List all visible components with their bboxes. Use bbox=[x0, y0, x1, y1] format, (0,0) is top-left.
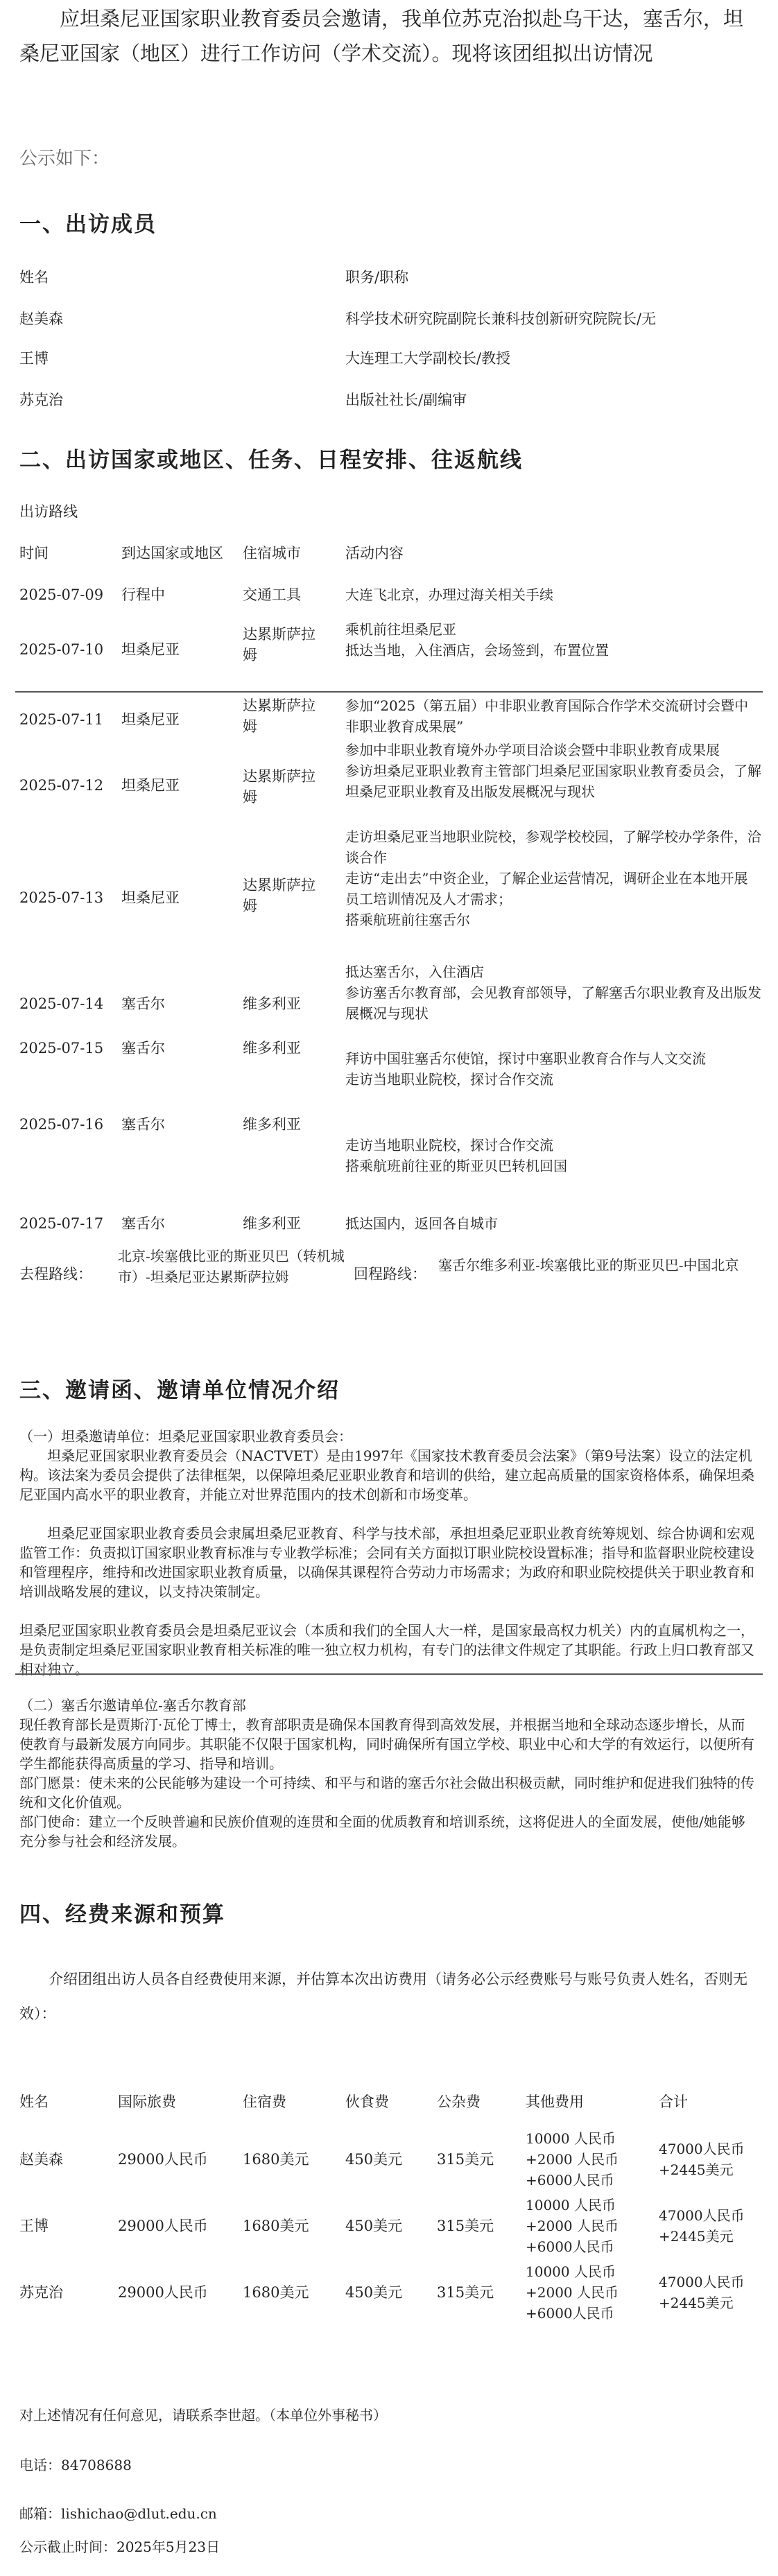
section-title-members: 一、出访成员 bbox=[19, 212, 157, 237]
section-title-itinerary: 二、出访国家或地区、任务、日程安排、往返航线 bbox=[19, 448, 523, 473]
budget-intl: 29000人民币 bbox=[118, 2151, 208, 2168]
budget-header-total: 合计 bbox=[659, 2094, 688, 2110]
budget-other: 10000 人民币 bbox=[526, 2197, 616, 2213]
budget-header-meals: 伙食费 bbox=[345, 2094, 389, 2110]
itinerary-place: 坦桑尼亚 bbox=[121, 777, 180, 794]
budget-total: +2445美元 bbox=[659, 2228, 734, 2245]
budget-meals: 450美元 bbox=[345, 2151, 403, 2168]
itinerary-city: 达累斯萨拉姆 bbox=[243, 877, 315, 914]
budget-total: +2445美元 bbox=[659, 2161, 734, 2178]
section-title-invitation: 三、邀请函、邀请单位情况介绍 bbox=[19, 1378, 340, 1403]
itinerary-header-place: 到达国家或地区 bbox=[121, 545, 223, 562]
itinerary-header-time: 时间 bbox=[19, 545, 49, 562]
itinerary-activity: 大连飞北京，办理过海关相关手续 bbox=[345, 586, 553, 603]
itinerary-time: 2025-07-13 bbox=[19, 889, 104, 906]
invitation-para: （一）坦桑邀请单位：坦桑尼亚国家职业教育委员会： bbox=[19, 1428, 352, 1445]
member-name: 赵美森 bbox=[19, 311, 63, 327]
invitation-para: （二）塞舌尔邀请单位-塞舌尔教育部 bbox=[19, 1697, 246, 1714]
itinerary-activity: 走访坦桑尼亚当地职业院校，参观学校校园，了解学校办学条件，洽谈合作 走访“走出去”中资企业，了解企业运营情况，调研企业在本地开展员工培训情况及人才需求； 搭乘航班前往塞舌尔 bbox=[345, 828, 761, 928]
itinerary-place: 塞舌尔 bbox=[121, 1040, 165, 1056]
contact-note: 对上述情况有任何意见，请联系李世超。（本单位外事秘书） bbox=[19, 2407, 387, 2423]
itinerary-activity: 乘机前往坦桑尼亚 抵达当地，入住酒店，会场签到，布置位置 bbox=[345, 621, 609, 659]
invitation-para: 坦桑尼亚国家职业教育委员会（NACTVET）是由1997年《国家技术教育委员会法案》（第9号法案）设立的法定机构。该法案为委员会提供了法律框架，以保障坦桑尼亚职业教育和培训的供给，建立起高质量的国家资格体系，确保坦桑尼亚国内高水平的职业教育，并能立对世界范围内的技术创新和市场变革。 bbox=[19, 1447, 754, 1503]
itinerary-city: 达累斯萨拉姆 bbox=[243, 697, 315, 735]
budget-header-lodging: 住宿费 bbox=[243, 2094, 286, 2110]
itinerary-place: 坦桑尼亚 bbox=[121, 711, 180, 728]
budget-other: +2000 人民币 bbox=[526, 2151, 619, 2168]
budget-header-public: 公杂费 bbox=[437, 2094, 481, 2110]
member-title: 科学技术研究院副院长兼科技创新研究院院长/无 bbox=[345, 311, 657, 327]
budget-lodging: 1680美元 bbox=[243, 2151, 309, 2168]
members-header-title: 职务/职称 bbox=[345, 269, 409, 286]
budget-other: +6000人民币 bbox=[526, 2305, 614, 2322]
itinerary-time: 2025-07-10 bbox=[19, 641, 104, 658]
budget-lodging: 1680美元 bbox=[243, 2284, 309, 2301]
intro-paragraph: 应坦桑尼亚国家职业教育委员会邀请，我单位苏克治拟赴乌干达，塞舌尔，坦桑尼亚国家（地区）进行工作访问（学术交流）。现将该团组拟出访情况 bbox=[19, 7, 744, 65]
itinerary-place: 行程中 bbox=[121, 586, 165, 603]
contact-phone: 电话：84708688 bbox=[19, 2457, 132, 2473]
itinerary-city: 维多利亚 bbox=[243, 1116, 301, 1133]
member-name: 王博 bbox=[19, 350, 49, 367]
route-back-label: 回程路线： bbox=[354, 1266, 426, 1282]
budget-name: 王博 bbox=[19, 2218, 49, 2234]
itinerary-city: 达累斯萨拉姆 bbox=[243, 626, 315, 663]
budget-lodging: 1680美元 bbox=[243, 2218, 309, 2234]
itinerary-activity: 参加中非职业教育境外办学项目洽谈会暨中非职业教育成果展 参访坦桑尼亚职业教育主管部门坦桑尼亚国家职业教育委员会，了解坦桑尼亚职业教育及出版发展概况与现状 bbox=[345, 742, 761, 800]
itinerary-activity: 参加“2025（第五届）中非职业教育国际合作学术交流研讨会暨中非职业教育成果展” bbox=[345, 697, 749, 735]
itinerary-activity: 拜访中国驻塞舌尔使馆，探讨中塞职业教育合作与人文交流 走访当地职业院校，探讨合作交流 bbox=[345, 1050, 706, 1088]
budget-other: 10000 人民币 bbox=[526, 2130, 616, 2147]
itinerary-header-city: 住宿城市 bbox=[243, 545, 301, 562]
budget-other: +2000 人民币 bbox=[526, 2284, 619, 2301]
section-title-budget: 四、经费来源和预算 bbox=[19, 1902, 225, 1927]
itinerary-city: 达累斯萨拉姆 bbox=[243, 768, 315, 806]
itinerary-city: 维多利亚 bbox=[243, 1040, 301, 1056]
budget-meals: 450美元 bbox=[345, 2218, 403, 2234]
itinerary-city: 维多利亚 bbox=[243, 1215, 301, 1232]
route-back: 塞舌尔维多利亚-埃塞俄比亚的斯亚贝巴-中国北京 bbox=[438, 1257, 739, 1273]
itinerary-activity: 抵达国内，返回各自城市 bbox=[345, 1215, 498, 1232]
member-title: 大连理工大学副校长/教授 bbox=[345, 350, 511, 367]
budget-header-name: 姓名 bbox=[19, 2094, 49, 2110]
invitation-para: 部门使命：建立一个反映普遍和民族价值观的连贯和全面的优质教育和培训系统，这将促进人的全面发展，使他/她能够充分参与社会和经济发展。 bbox=[19, 1813, 745, 1850]
budget-public: 315美元 bbox=[437, 2218, 494, 2234]
itinerary-time: 2025-07-11 bbox=[19, 711, 104, 728]
invitation-para: 坦桑尼亚国家职业教育委员会是坦桑尼亚议会（本质和我们的全国人大一样，是国家最高权力机关）内的直属机构之一，是负责制定坦桑尼亚国家职业教育相关标准的唯一独立权力机构，有专门的法律文件规定了其职能。行政上归口教育部又相对独立。 bbox=[19, 1622, 754, 1678]
itinerary-place: 塞舌尔 bbox=[121, 1215, 165, 1232]
itinerary-subtitle: 出访路线 bbox=[19, 503, 78, 520]
contact-email[interactable]: 邮箱：lishichao@dlut.edu.cn bbox=[19, 2505, 217, 2522]
invitation-para: 现任教育部长是贾斯汀·瓦伦丁博士，教育部职责是确保本国教育得到高效发展，并根据当地和全球动态逐步增长，从而使教育与最新发展方向同步。其职能不仅限于国家机构，同时确保所有国立学校、职业中心和大学的有效运行，以便所有学生都能获得高质量的学习、指导和培训。 bbox=[19, 1716, 754, 1772]
itinerary-time: 2025-07-14 bbox=[19, 995, 104, 1012]
route-out: 北京-埃塞俄比亚的斯亚贝巴（转机城市）-坦桑尼亚达累斯萨拉姆 bbox=[118, 1248, 345, 1285]
invitation-para: 坦桑尼亚国家职业教育委员会隶属坦桑尼亚教育、科学与技术部，承担坦桑尼亚职业教育统筹规划、综合协调和宏观监管工作：负责拟订国家职业教育标准与专业教学标准；会同有关方面拟订职业院校设置标准；指导和监督职业院校建设和管理程序，维持和改进国家职业教育质量，以确保其课程符合劳动力市场需求；为政府和职业院校提供关于职业教育和培训战略发展的建议，以支持决策制定。 bbox=[19, 1525, 754, 1600]
budget-other: 10000 人民币 bbox=[526, 2263, 616, 2280]
itinerary-place: 坦桑尼亚 bbox=[121, 641, 180, 658]
budget-other: +2000 人民币 bbox=[526, 2218, 619, 2234]
announcement-label: 公示如下： bbox=[19, 148, 110, 169]
budget-other: +6000人民币 bbox=[526, 2238, 614, 2255]
member-title: 出版社社长/副编审 bbox=[345, 392, 467, 408]
page-break-rule bbox=[15, 691, 763, 693]
budget-other: +6000人民币 bbox=[526, 2172, 614, 2188]
itinerary-city: 交通工具 bbox=[243, 586, 301, 603]
budget-meals: 450美元 bbox=[345, 2284, 403, 2301]
itinerary-time: 2025-07-09 bbox=[19, 586, 104, 603]
itinerary-place: 塞舌尔 bbox=[121, 995, 165, 1012]
budget-header-other: 其他费用 bbox=[526, 2094, 584, 2110]
publicity-deadline: 公示截止时间：2025年5月23日 bbox=[19, 2539, 221, 2555]
members-header-name: 姓名 bbox=[19, 269, 49, 286]
budget-total: 47000人民币 bbox=[659, 2207, 745, 2224]
budget-name: 苏克治 bbox=[19, 2284, 63, 2301]
itinerary-place: 坦桑尼亚 bbox=[121, 889, 180, 906]
itinerary-city: 维多利亚 bbox=[243, 995, 301, 1012]
budget-public: 315美元 bbox=[437, 2284, 494, 2301]
page-break-rule bbox=[15, 1673, 763, 1675]
route-out-label: 去程路线： bbox=[19, 1266, 92, 1282]
budget-total: 47000人民币 bbox=[659, 2141, 745, 2157]
itinerary-time: 2025-07-12 bbox=[19, 777, 104, 794]
itinerary-activity: 抵达塞舌尔，入住酒店 参访塞舌尔教育部，会见教育部领导，了解塞舌尔职业教育及出版发展概况与现状 bbox=[345, 964, 761, 1022]
invitation-para: 部门愿景：使未来的公民能够为建设一个可持续、和平与和谐的塞舌尔社会做出积极贡献，同时维护和促进我们独特的传统和文化价值观。 bbox=[19, 1775, 754, 1811]
itinerary-header-activity: 活动内容 bbox=[345, 545, 404, 562]
itinerary-time: 2025-07-17 bbox=[19, 1215, 104, 1232]
itinerary-time: 2025-07-15 bbox=[19, 1040, 104, 1056]
budget-public: 315美元 bbox=[437, 2151, 494, 2168]
budget-header-intl: 国际旅费 bbox=[118, 2094, 176, 2110]
budget-total: +2445美元 bbox=[659, 2295, 734, 2311]
itinerary-activity: 走访当地职业院校，探讨合作交流 搭乘航班前往亚的斯亚贝巴转机回国 bbox=[345, 1137, 567, 1174]
budget-total: 47000人民币 bbox=[659, 2274, 745, 2290]
member-name: 苏克治 bbox=[19, 392, 63, 408]
budget-intl: 29000人民币 bbox=[118, 2284, 208, 2301]
budget-name: 赵美森 bbox=[19, 2151, 63, 2168]
budget-description: 介绍团组出访人员各自经费使用来源，并估算本次出访费用（请务必公示经费账号与账号负责人姓名，否则无效）： bbox=[19, 1971, 747, 2022]
budget-intl: 29000人民币 bbox=[118, 2218, 208, 2234]
itinerary-place: 塞舌尔 bbox=[121, 1116, 165, 1133]
itinerary-time: 2025-07-16 bbox=[19, 1116, 104, 1133]
